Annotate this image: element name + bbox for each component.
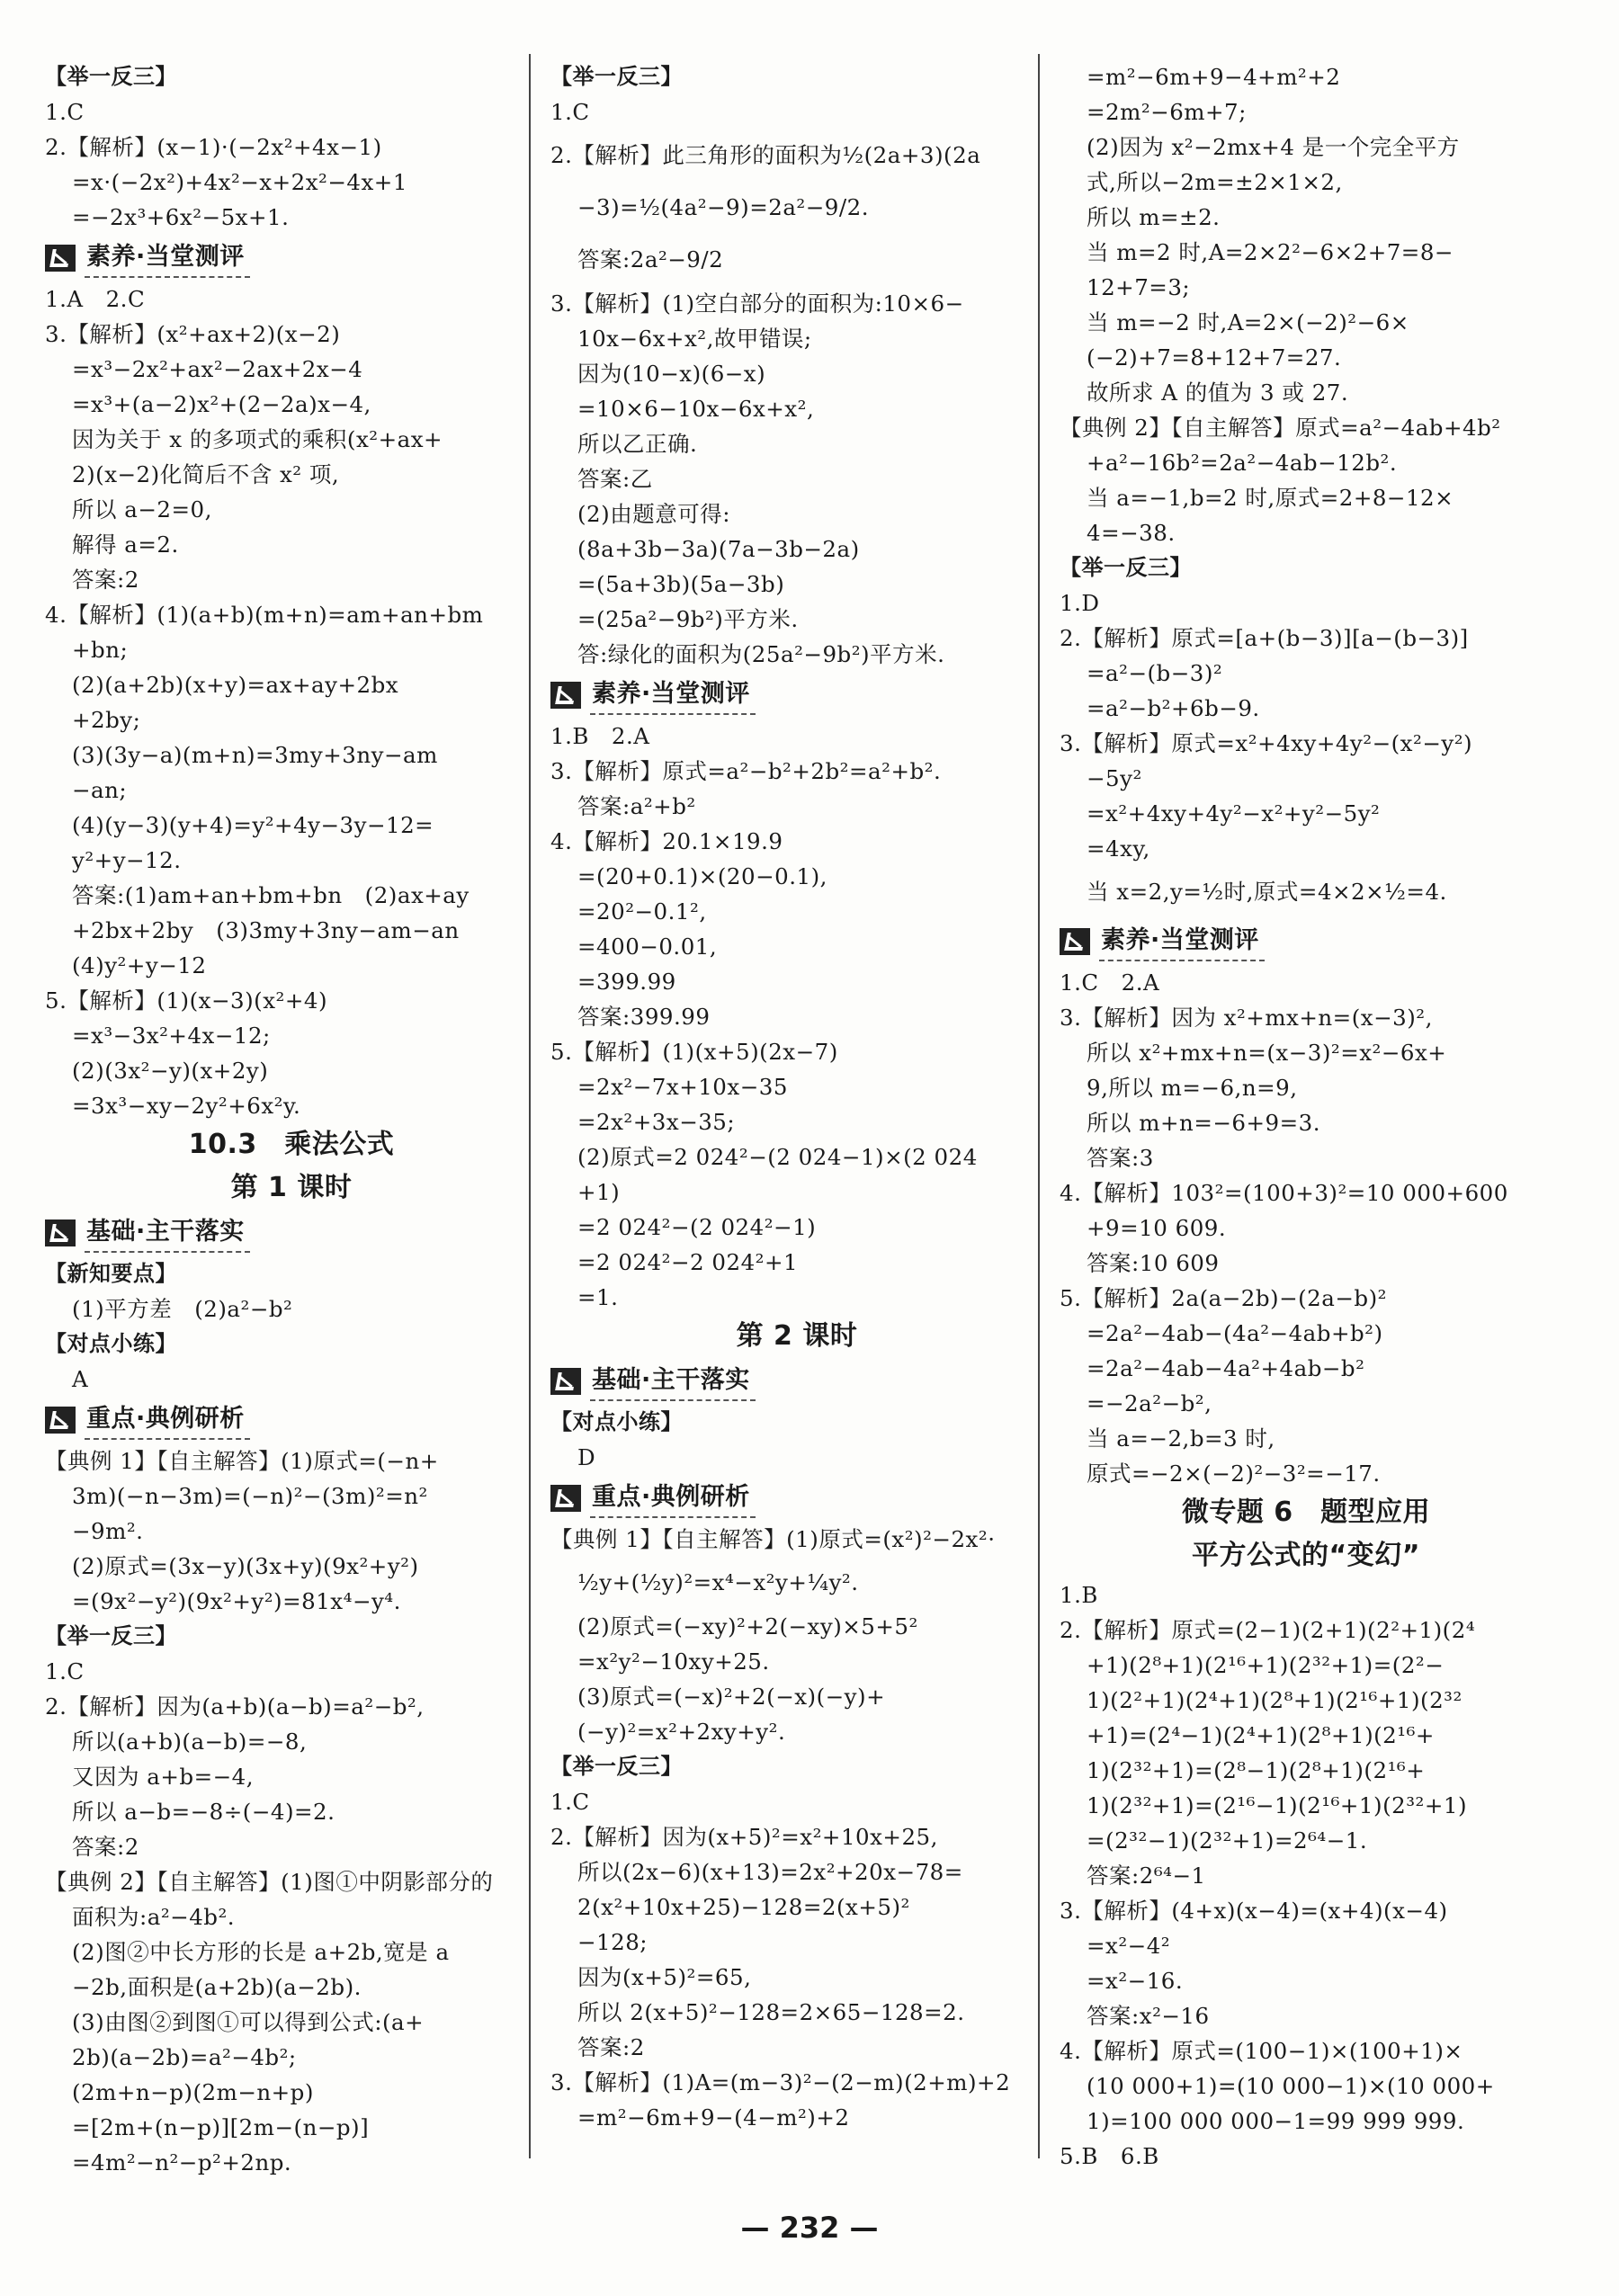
- answer-line: (2)原式=2 024²−(2 024−1)×(2 024: [577, 1144, 978, 1170]
- answer-line: =x²y²−10xy+25.: [577, 1648, 770, 1675]
- answer-line: −9m².: [72, 1518, 144, 1544]
- section-header: [45, 238, 538, 278]
- section-header: [550, 1362, 1043, 1401]
- section-arrow-icon: [550, 1485, 581, 1512]
- answer-line: (3)原式=(−x)²+2(−x)(−y)+: [577, 1684, 886, 1710]
- answer-line: (−y)²=x²+2xy+y².: [577, 1719, 786, 1745]
- answer-line: =(9x²−y²)(9x²+y²)=81x⁴−y⁴.: [72, 1588, 401, 1614]
- answer-line: =x²−16.: [1087, 1968, 1184, 1994]
- answer-line: 当 m=2 时,A=2×2²−6×2+7=8−: [1087, 239, 1454, 265]
- answer-line: 【新知要点】: [45, 1261, 177, 1286]
- answer-line: (2)(a+2b)(x+y)=ax+ay+2bx: [72, 672, 399, 698]
- column-divider: [1038, 54, 1040, 2158]
- answer-line: =4xy,: [1087, 835, 1150, 862]
- answer-line: =x·(−2x²)+4x²−x+2x²−4x+1: [72, 169, 407, 195]
- answer-line: 【举一反三】: [550, 1754, 683, 1779]
- answer-line: D: [577, 1444, 596, 1470]
- lesson-heading: 第 2 课时: [736, 1320, 858, 1352]
- lesson-heading: 微专题 6 题型应用: [1181, 1496, 1431, 1528]
- answer-line: 所以(2x−6)(x+13)=2x²+20x−78=: [577, 1859, 963, 1885]
- answer-line: +a²−16b²=2a²−4ab−12b².: [1087, 450, 1398, 476]
- answer-line: =[2m+(n−p)][2m−(n−p)]: [72, 2114, 370, 2140]
- section-title: 基础·主干落实: [590, 1362, 756, 1401]
- answer-line: −128;: [577, 1929, 648, 1955]
- answer-line: 答案:a²+b²: [577, 793, 696, 819]
- answer-line: 10x−6x+x²,故甲错误;: [577, 326, 812, 352]
- answer-line: 答:绿化的面积为(25a²−9b²)平方米.: [577, 641, 945, 667]
- answer-line: 2.【解析】(x−1)·(−2x²+4x−1): [45, 134, 382, 160]
- answer-line: =a²−b²+6b−9.: [1087, 695, 1260, 721]
- answer-line: 答案:2: [577, 2034, 645, 2060]
- answer-line: 3m)(−n−3m)=(−n)²−(3m)²=n²: [72, 1483, 428, 1509]
- answer-line: 答案:乙: [577, 466, 653, 492]
- answer-line: 当 a=−1,b=2 时,原式=2+8−12×: [1087, 485, 1454, 511]
- answer-line: (4)y²+y−12: [72, 952, 207, 978]
- answer-line: =399.99: [577, 969, 676, 995]
- answer-line: 当 m=−2 时,A=2×(−2)²−6×: [1087, 309, 1409, 335]
- answer-line: =−2x³+6x²−5x+1.: [72, 204, 290, 230]
- answer-line: 所以 m+n=−6+9=3.: [1087, 1110, 1320, 1136]
- section-header: [550, 1479, 1043, 1518]
- answer-line: 3.【解析】(1)A=(m−3)²−(2−m)(2+m)+2: [550, 2069, 1011, 2095]
- answer-line: −an;: [72, 777, 128, 803]
- page-number: — 232 —: [740, 2211, 879, 2245]
- answer-line: (2)图②中长方形的长是 a+2b,宽是 a: [72, 1939, 450, 1965]
- section-arrow-icon: [550, 1368, 581, 1395]
- answer-line: (3)(3y−a)(m+n)=3my+3ny−am: [72, 742, 438, 768]
- section-header: [45, 1213, 538, 1253]
- answer-line: =m²−6m+9−(4−m²)+2: [577, 2104, 850, 2131]
- answer-line: =x³−2x²+ax²−2ax+2x−4: [72, 356, 363, 382]
- answer-line: =400−0.01,: [577, 934, 718, 960]
- answer-line: 【对点小练】: [45, 1331, 177, 1356]
- answer-line: (1)平方差 (2)a²−b²: [72, 1296, 293, 1322]
- answer-line: 所以 a−2=0,: [72, 496, 212, 523]
- answer-line: 5.B 6.B: [1060, 2143, 1159, 2169]
- answer-line: =2 024²−2 024²+1: [577, 1249, 799, 1275]
- answer-line: 3.【解析】(1)空白部分的面积为:10×6−: [550, 290, 964, 317]
- answer-line: 故所求 A 的值为 3 或 27.: [1087, 380, 1349, 406]
- section-arrow-icon: [45, 245, 76, 272]
- answer-line: 所以 2(x+5)²−128=2×65−128=2.: [577, 1999, 965, 2025]
- answer-line: −5y²: [1087, 765, 1142, 791]
- answer-line: =4m²−n²−p²+2np.: [72, 2149, 292, 2175]
- answer-line: (2)因为 x²−2mx+4 是一个完全平方: [1087, 134, 1460, 160]
- section-title: 素养·当堂测评: [85, 239, 250, 278]
- answer-line: 【举一反三】: [1060, 555, 1192, 580]
- answer-line: 3.【解析】因为 x²+mx+n=(x−3)²,: [1060, 1005, 1433, 1031]
- answer-line: 3.【解析】原式=x²+4xy+4y²−(x²−y²): [1060, 730, 1473, 756]
- answer-line: =(20+0.1)×(20−0.1),: [577, 863, 827, 889]
- answer-line: 2.【解析】原式=(2−1)(2+1)(2²+1)(2⁴: [1060, 1617, 1476, 1643]
- answer-line: 4=−38.: [1087, 520, 1176, 546]
- answer-line: (2)(3x²−y)(x+2y): [72, 1058, 269, 1084]
- section-title: 重点·典例研析: [590, 1479, 756, 1518]
- answer-line: 1.B 2.A: [550, 723, 650, 749]
- answer-line: 所以(a+b)(a−b)=−8,: [72, 1729, 308, 1755]
- answer-line: 3.【解析】原式=a²−b²+2b²=a²+b².: [550, 758, 942, 784]
- answer-line: =(2³²−1)(2³²+1)=2⁶⁴−1.: [1087, 1827, 1368, 1854]
- section-arrow-icon: [550, 682, 581, 709]
- column-middle: [550, 59, 1043, 2135]
- answer-line: =2x²+3x−35;: [577, 1109, 736, 1135]
- answer-line: 1.A 2.C: [45, 286, 146, 312]
- answer-line: =x²−4²: [1087, 1933, 1171, 1959]
- answer-line: =2x²−7x+10x−35: [577, 1074, 788, 1100]
- column-right: [1060, 59, 1552, 2174]
- answer-line: 【典例 2】【自主解答】(1)图①中阴影部分的: [45, 1869, 494, 1895]
- answer-line: y²+y−12.: [72, 847, 182, 873]
- answer-line: 9,所以 m=−6,n=9,: [1087, 1075, 1298, 1101]
- answer-line: 2.【解析】此三角形的面积为½(2a+3)(2a: [550, 142, 981, 168]
- answer-line: =2m²−6m+7;: [1087, 99, 1247, 125]
- answer-line: 答案:10 609: [1087, 1250, 1220, 1276]
- answer-line: +1): [577, 1179, 621, 1205]
- answer-line: 又因为 a+b=−4,: [72, 1764, 255, 1790]
- answer-line: 2.【解析】原式=[a+(b−3)][a−(b−3)]: [1060, 625, 1469, 651]
- answer-line: =10×6−10x−6x+x²,: [577, 396, 815, 422]
- section-title: 重点·典例研析: [85, 1401, 250, 1440]
- answer-line: 所以乙正确.: [577, 431, 698, 457]
- answer-line: −3)=½(4a²−9)=2a²−9/2.: [577, 194, 869, 220]
- answer-line: (2)由题意可得:: [577, 501, 730, 527]
- answer-line: 1)(2³²+1)=(2¹⁶−1)(2¹⁶+1)(2³²+1): [1087, 1792, 1468, 1818]
- answer-line: =x³−3x²+4x−12;: [72, 1023, 271, 1049]
- answer-line: 因为关于 x 的多项式的乘积(x²+ax+: [72, 426, 443, 452]
- answer-line: 解得 a=2.: [72, 532, 179, 558]
- answer-line: 2)(x−2)化简后不含 x² 项,: [72, 461, 340, 487]
- answer-line: =x²+4xy+4y²−x²+y²−5y²: [1087, 800, 1381, 826]
- answer-line: −2b,面积是(a+2b)(a−2b).: [72, 1974, 362, 2000]
- answer-line: 4.【解析】原式=(100−1)×(100+1)×: [1060, 2038, 1463, 2064]
- answer-line: 原式=−2×(−2)²−3²=−17.: [1087, 1461, 1381, 1487]
- answer-line: 答案:399.99: [577, 1004, 711, 1030]
- answer-line: 答案:2a²−9/2: [577, 246, 724, 272]
- answer-line: 3.【解析】(x²+ax+2)(x−2): [45, 321, 341, 347]
- answer-line: 【举一反三】: [45, 64, 177, 89]
- answer-line: 面积为:a²−4b².: [72, 1904, 236, 1930]
- answer-line: +2bx+2by (3)3my+3ny−am−an: [72, 917, 460, 943]
- answer-line: =1.: [577, 1284, 619, 1310]
- section-header: [550, 675, 1043, 715]
- answer-line: 1)(2²+1)(2⁴+1)(2⁸+1)(2¹⁶+1)(2³²: [1087, 1687, 1462, 1713]
- answer-line: +1)(2⁸+1)(2¹⁶+1)(2³²+1)=(2²−: [1087, 1652, 1445, 1678]
- answer-line: 因为(x+5)²=65,: [577, 1964, 752, 1990]
- answer-line: =−2a²−b²,: [1087, 1390, 1212, 1416]
- column-divider: [529, 54, 531, 2158]
- answer-line: 1.C: [45, 99, 85, 125]
- answer-line: 【典例 1】【自主解答】(1)原式=(x²)²−2x²·: [550, 1526, 996, 1552]
- answer-line: 因为(10−x)(6−x): [577, 361, 766, 387]
- answer-line: 1.C: [550, 1789, 590, 1815]
- answer-line: =2 024²−(2 024²−1): [577, 1214, 817, 1240]
- lesson-heading: 10.3 乘法公式: [188, 1129, 395, 1160]
- answer-line: 2b)(a−2b)=a²−4b²;: [72, 2044, 297, 2070]
- answer-line: 答案:x²−16: [1087, 2003, 1210, 2029]
- section-arrow-icon: [1060, 928, 1090, 955]
- answer-line: 1.C: [45, 1658, 85, 1684]
- answer-line: (3)由图②到图①可以得到公式:(a+: [72, 2009, 425, 2035]
- answer-line: +2by;: [72, 707, 141, 733]
- answer-line: =a²−(b−3)²: [1087, 660, 1223, 686]
- answer-line: =(25a²−9b²)平方米.: [577, 606, 799, 632]
- answer-line: A: [72, 1366, 89, 1392]
- answer-line: =20²−0.1²,: [577, 898, 707, 925]
- answer-line: 式,所以−2m=±2×1×2,: [1087, 169, 1343, 195]
- answer-line: +9=10 609.: [1087, 1215, 1227, 1241]
- column-left: [45, 59, 538, 2180]
- answer-line: 1.D: [1060, 590, 1100, 616]
- answer-line: +bn;: [72, 637, 129, 663]
- answer-line: =x³+(a−2)x²+(2−2a)x−4,: [72, 391, 371, 417]
- answer-line: 答案:(1)am+an+bm+bn (2)ax+ay: [72, 882, 470, 908]
- answer-line: 【举一反三】: [45, 1623, 177, 1648]
- answer-line: 4.【解析】20.1×19.9: [550, 828, 783, 854]
- section-arrow-icon: [45, 1219, 76, 1246]
- answer-line: 【举一反三】: [550, 64, 683, 89]
- answer-line: 4.【解析】103²=(100+3)²=10 000+600: [1060, 1180, 1508, 1206]
- lesson-heading: 第 1 课时: [230, 1172, 353, 1203]
- answer-line: 12+7=3;: [1087, 274, 1191, 300]
- answer-line: (8a+3b−3a)(7a−3b−2a): [577, 536, 860, 562]
- answer-line: 答案:2: [72, 1834, 139, 1860]
- section-arrow-icon: [45, 1407, 76, 1434]
- lesson-heading: 平方公式的“变幻”: [1192, 1540, 1420, 1571]
- answer-line: 所以 x²+mx+n=(x−3)²=x²−6x+: [1087, 1040, 1447, 1066]
- answer-line: =3x³−xy−2y²+6x²y.: [72, 1093, 301, 1119]
- answer-line: 答案:2: [72, 567, 139, 593]
- answer-line: 所以 a−b=−8÷(−4)=2.: [72, 1799, 335, 1825]
- answer-line: +1)=(2⁴−1)(2⁴+1)(2⁸+1)(2¹⁶+: [1087, 1722, 1435, 1748]
- answer-line: 1)(2³²+1)=(2⁸−1)(2⁸+1)(2¹⁶+: [1087, 1757, 1426, 1783]
- answer-line: 5.【解析】(1)(x+5)(2x−7): [550, 1039, 838, 1065]
- section-header: [45, 1400, 538, 1440]
- answer-line: =2a²−4ab−4a²+4ab−b²: [1087, 1355, 1365, 1381]
- answer-line: 当 x=2,y=½时,原式=4×2×½=4.: [1087, 879, 1447, 905]
- answer-line: 4.【解析】(1)(a+b)(m+n)=am+an+bm: [45, 602, 484, 628]
- answer-line: =m²−6m+9−4+m²+2: [1087, 64, 1341, 90]
- answer-line: 2.【解析】因为(x+5)²=x²+10x+25,: [550, 1824, 938, 1850]
- answer-line: 1.C: [550, 99, 590, 125]
- answer-line: (2)原式=(3x−y)(3x+y)(9x²+y²): [72, 1553, 419, 1579]
- answer-line: (−2)+7=8+12+7=27.: [1087, 344, 1342, 371]
- section-title: 素养·当堂测评: [1099, 923, 1265, 961]
- answer-line: 答案:2⁶⁴−1: [1087, 1863, 1206, 1889]
- answer-line: (2m+n−p)(2m−n+p): [72, 2079, 314, 2105]
- answer-line: 所以 m=±2.: [1087, 204, 1221, 230]
- answer-line: 1.B: [1060, 1582, 1098, 1608]
- answer-line: 答案:3: [1087, 1145, 1154, 1171]
- answer-line: 2.【解析】因为(a+b)(a−b)=a²−b²,: [45, 1693, 425, 1720]
- section-title: 基础·主干落实: [85, 1214, 250, 1253]
- answer-line: 1)=100 000 000−1=99 999 999.: [1087, 2108, 1465, 2134]
- answer-line: 【典例 2】【自主解答】原式=a²−4ab+4b²: [1060, 415, 1501, 441]
- section-header: [1060, 922, 1552, 961]
- answer-line: ½y+(½y)²=x⁴−x²y+¼y².: [577, 1569, 859, 1595]
- answer-line: 1.C 2.A: [1060, 969, 1160, 996]
- answer-line: 【典例 1】【自主解答】(1)原式=(−n+: [45, 1448, 439, 1474]
- answer-line: 当 a=−2,b=3 时,: [1087, 1425, 1275, 1452]
- answer-line: 5.【解析】2a(a−2b)−(2a−b)²: [1060, 1285, 1387, 1311]
- answer-line: =2a²−4ab−(4a²−4ab+b²): [1087, 1320, 1383, 1346]
- answer-line: =(5a+3b)(5a−3b): [577, 571, 785, 597]
- answer-line: (10 000+1)=(10 000−1)×(10 000+: [1087, 2073, 1495, 2099]
- answer-line: 【对点小练】: [550, 1409, 683, 1434]
- answer-line: (2)原式=(−xy)²+2(−xy)×5+5²: [577, 1613, 918, 1639]
- answer-line: 3.【解析】(4+x)(x−4)=(x+4)(x−4): [1060, 1898, 1448, 1924]
- answer-line: 2(x²+10x+25)−128=2(x+5)²: [577, 1894, 910, 1920]
- answer-line: 5.【解析】(1)(x−3)(x²+4): [45, 987, 328, 1014]
- answer-line: (4)(y−3)(y+4)=y²+4y−3y−12=: [72, 812, 434, 838]
- section-title: 素养·当堂测评: [590, 676, 756, 715]
